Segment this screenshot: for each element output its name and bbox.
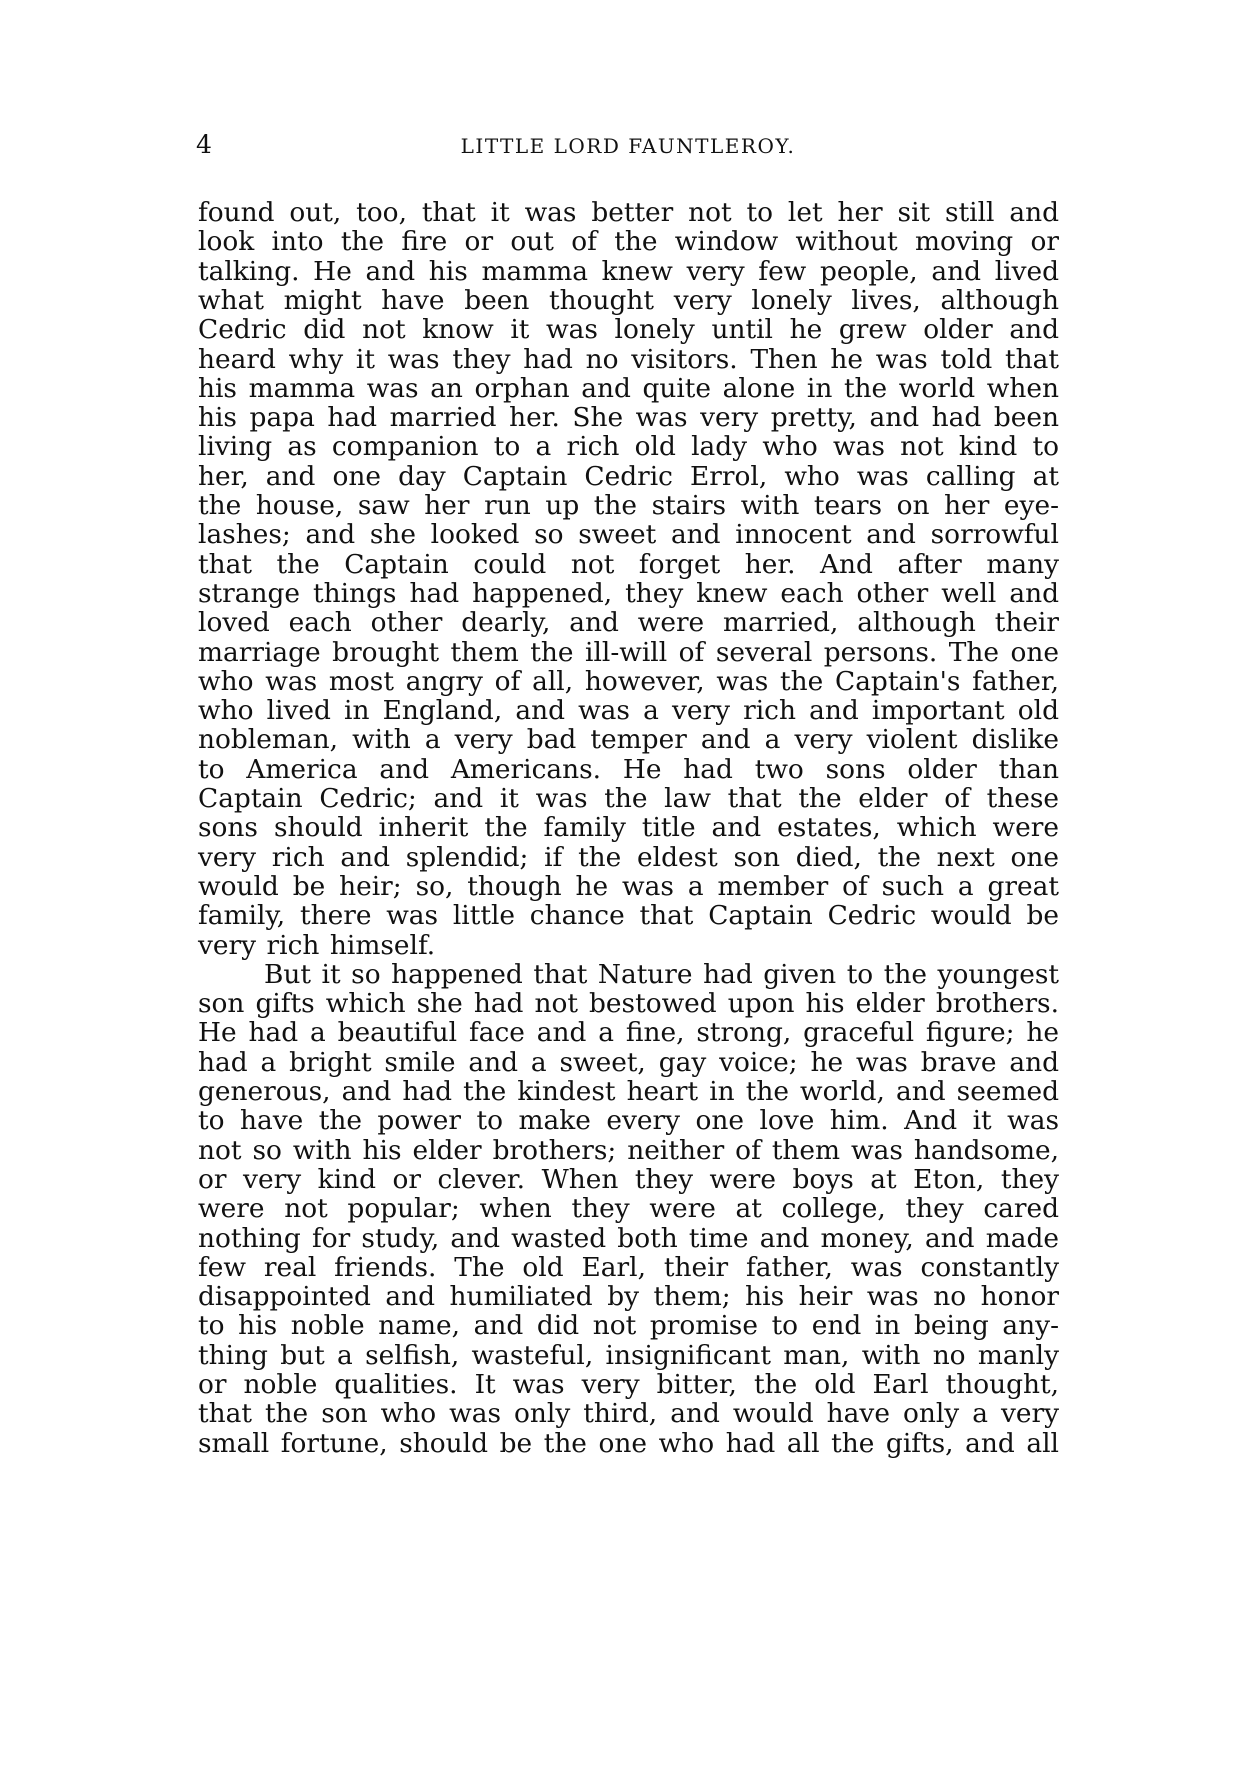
text-line: found out, too, that it was better not to let her sit still and	[198, 197, 1059, 228]
text-line: family, there was little chance that Captain Cedric would be	[198, 900, 1059, 932]
text-line: his papa had married her. She was very pretty, and had been	[198, 402, 1059, 434]
text-line: the house, saw her run up the stairs with tears on her eye-	[198, 490, 1059, 521]
text-line: or noble qualities. It was very bitter, the old Earl thought,	[198, 1369, 1059, 1400]
page-body	[198, 196, 1059, 1676]
text-line: living as companion to a rich old lady who was not kind to	[198, 431, 1059, 463]
text-line: heard why it was they had no visitors. Then he was told that	[198, 343, 1059, 375]
text-line: had a bright smile and a sweet, gay voice; he was brave and	[198, 1046, 1059, 1078]
text-line: her, and one day Captain Cedric Errol, who was calling at	[198, 460, 1059, 492]
text-line: or very kind or clever. When they were boys at Eton, they	[198, 1163, 1059, 1195]
text-line: nobleman, with a very bad temper and a very violent dislike	[198, 724, 1059, 756]
text-line: sons should inherit the family title and estates, which were	[198, 812, 1059, 844]
text-line: loved each other dearly, and were married, although their	[198, 607, 1059, 639]
text-line: to his noble name, and did not promise to end in being any-	[198, 1310, 1059, 1342]
text-line: Cedric did not know it was lonely until he grew older and	[198, 314, 1059, 346]
text-line: who was most angry of all, however, was the Captain's father,	[198, 665, 1059, 697]
text-line: thing but a selfish, wasteful, insignificant man, with no manly	[198, 1339, 1059, 1371]
text-line: generous, and had the kindest heart in the world, and seemed	[198, 1076, 1059, 1107]
text-line: strange things had happened, they knew each other well and	[198, 577, 1059, 609]
text-line: son gifts which she had not bestowed upon his elder brothers.	[198, 988, 1059, 1020]
text-line: look into the fire or out of the window without moving or	[198, 226, 1059, 258]
text-line: to America and Americans. He had two sons older than	[198, 753, 1059, 785]
running-head	[198, 126, 1058, 166]
text-line: very rich himself.	[198, 929, 436, 961]
text-line: lashes; and she looked so sweet and innocent and sorrowful	[198, 519, 1059, 551]
text-line: But it so happened that Nature had given to the youngest	[264, 958, 1059, 990]
text-line: were not popular; when they were at college, they cared	[198, 1193, 1059, 1225]
text-line: that the Captain could not forget her. And after many	[198, 548, 1059, 580]
text-line: small fortune, should be the one who had all the gifts, and all	[198, 1427, 1059, 1459]
text-line: nothing for study, and wasted both time and money, and made	[198, 1222, 1059, 1254]
text-line: Captain Cedric; and it was the law that the elder of these	[198, 783, 1059, 814]
text-line: what might have been thought very lonely lives, although	[198, 284, 1059, 316]
text-line: disappointed and humiliated by them; his heir was no honor	[198, 1281, 1059, 1313]
text-line: He had a beautiful face and a fine, strong, graceful figure; he	[198, 1017, 1059, 1049]
running-title: LITTLE LORD FAUNTLEROY.	[460, 134, 796, 158]
text-line: his mamma was an orphan and quite alone in the world when	[198, 372, 1059, 404]
text-line: talking. He and his mamma knew very few people, and lived	[198, 255, 1059, 287]
text-line: very rich and splendid; if the eldest son died, the next one	[198, 841, 1059, 873]
page-number: 4	[196, 130, 212, 159]
text-line: to have the power to make every one love him. And it was	[198, 1105, 1059, 1137]
text-line: not so with his elder brothers; neither of them was handsome,	[198, 1134, 1059, 1166]
text-line: few real friends. The old Earl, their father, was constantly	[198, 1251, 1059, 1283]
text-line: would be heir; so, though he was a member of such a great	[198, 870, 1059, 902]
text-line: that the son who was only third, and would have only a very	[198, 1398, 1059, 1430]
text-line: marriage brought them the ill-will of several persons. The one	[198, 636, 1059, 668]
text-line: who lived in England, and was a very rich and important old	[198, 695, 1059, 727]
